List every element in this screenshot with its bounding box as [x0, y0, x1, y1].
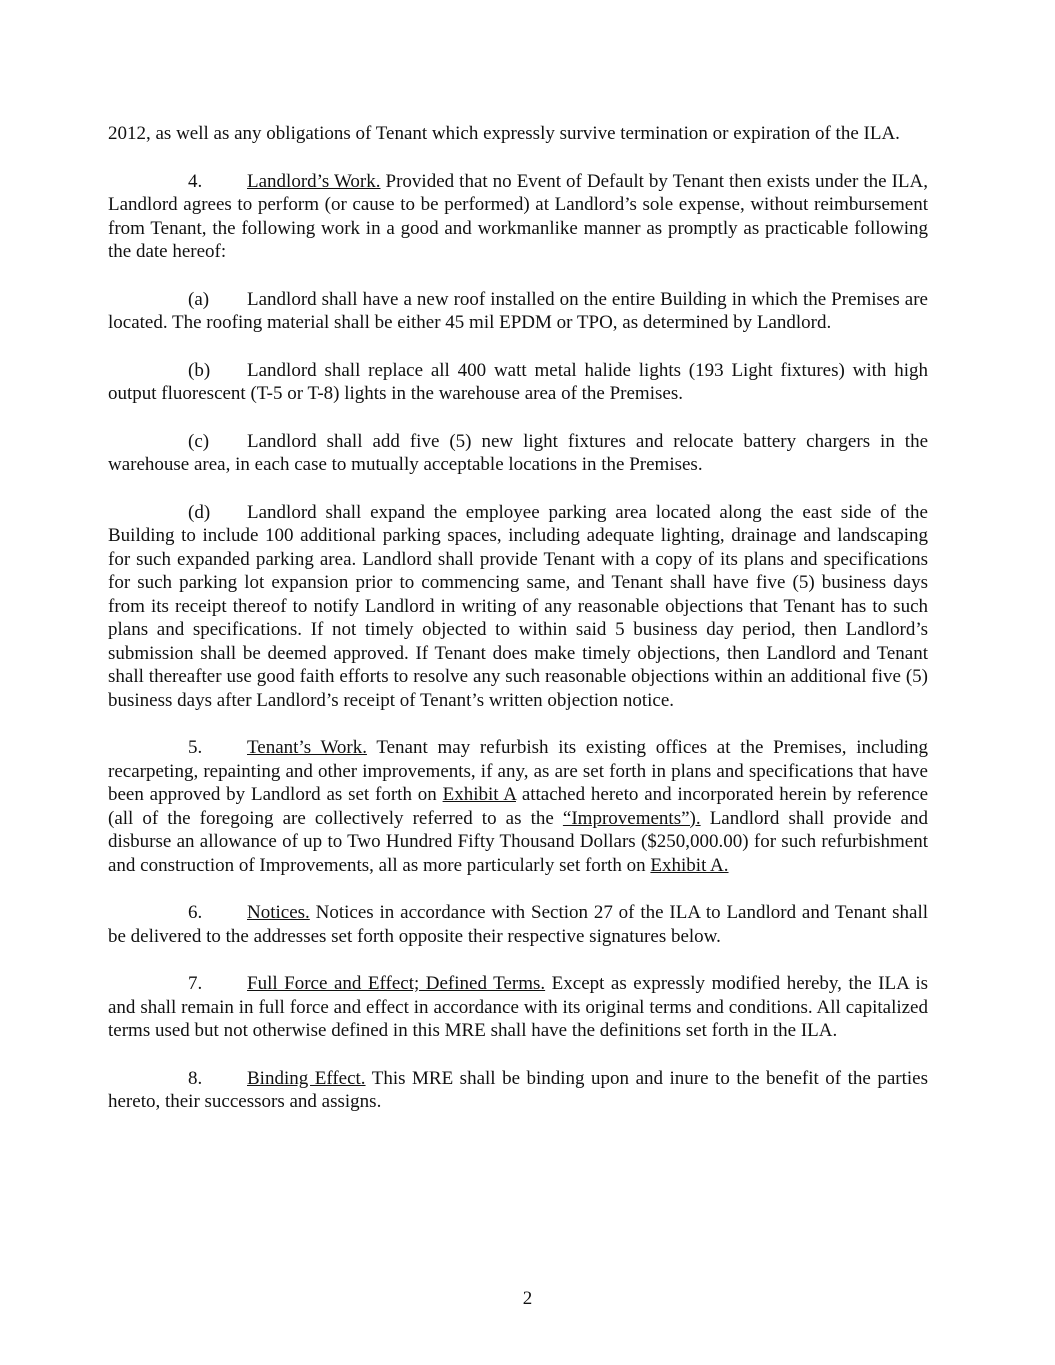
section-4a-paragraph: [108, 288, 928, 335]
section-8-paragraph: [108, 1067, 928, 1114]
section-4a-text: Landlord shall have a new roof installed on the entire Building in which the Premises are located. The roofing material shall be either 45 mil EPDM or TPO, as determined by Landlord.: [108, 288, 928, 333]
section-8-number: 8.: [188, 1067, 203, 1089]
section-5-text-2: attached hereto and incorporated herein by reference (all of the foregoing are collectively referred to as the: [108, 784, 929, 829]
section-7-heading: Full Force and Effect; Defined Terms.: [247, 973, 546, 994]
section-5-heading: Tenant’s Work.: [247, 737, 367, 758]
section-4d-label: (d): [188, 501, 211, 523]
section-4-heading: Landlord’s Work.: [247, 170, 381, 192]
section-7-paragraph: [108, 972, 928, 1043]
section-4b-text: Landlord shall replace all 400 watt metal halide lights (193 Light fixtures) with high output fluorescent (T-5 or T-8) lights in the warehouse area of the Premises.: [108, 359, 928, 404]
section-4c-label: (c): [188, 430, 210, 452]
section-7-text: Except as expressly modified hereby, the ILA is and shall remain in full force and effect in accordance with its original terms and conditions. All capitalized terms used but not otherwise defined in this MRE shall have the definitions set forth in the ILA.: [108, 973, 928, 1041]
page-number: 2: [522, 1288, 533, 1309]
section-4d-paragraph: [108, 501, 928, 713]
section-8-heading: Binding Effect.: [247, 1067, 366, 1089]
section-5-number: 5.: [188, 737, 203, 758]
section-4c-paragraph: [108, 430, 928, 477]
section-6-paragraph: [108, 901, 928, 948]
section-4-paragraph: [108, 170, 928, 264]
exhibit-a-reference-1: Exhibit A: [442, 784, 516, 805]
section-4b-paragraph: [108, 359, 928, 406]
section-4b-label: (b): [188, 359, 211, 381]
section-4-number: 4.: [188, 170, 203, 192]
section-4c-text: Landlord shall add five (5) new light fixtures and relocate battery chargers in the warehouse area, in each case to mutually acceptable locations in the Premises.: [108, 430, 928, 475]
improvements-defined-term: “Improvements”).: [562, 807, 701, 829]
document-page: [108, 122, 928, 1138]
section-8-text: This MRE shall be binding upon and inure to the benefit of the parties hereto, their successors and assigns.: [108, 1067, 928, 1112]
section-5-text-3: Landlord shall provide and disburse an allowance of up to Two Hundred Fifty Thousand Dollars ($250,000.00) for such refurbishment and construction of Improvements, all as more particularly set forth on: [108, 807, 928, 876]
section-7-number: 7.: [188, 973, 203, 994]
section-5-text-1: Tenant may refurbish its existing offices at the Premises, including recarpeting, repainting and other improvements, if any, as are set forth in plans and specifications that have been approved by Landlord as set forth on: [108, 737, 928, 805]
section-4-text: Provided that no Event of Default by Tenant then exists under the ILA, Landlord agrees to perform (or cause to be performed) at Landlord’s sole expense, without reimbursement from Tenant, the following work in a good and workmanlike manner as promptly as practicable following the date hereof:: [108, 170, 929, 262]
continued-paragraph: 2012, as well as any obligations of Tenant which expressly survive termination or expiration of the ILA.: [108, 123, 900, 144]
section-6-number: 6.: [188, 902, 203, 923]
section-6-heading: Notices.: [247, 902, 310, 923]
section-5-paragraph: [108, 736, 928, 877]
section-4a-label: (a): [188, 288, 210, 310]
section-4d-text: Landlord shall expand the employee parking area located along the east side of the Building to include 100 additional parking spaces, including adequate lighting, drainage and landscaping for such expanded parking area. Landlord shall provide Tenant with a copy of its plans and specifications for such parking lot expansion prior to commencing same, and Tenant shall have five (5) business days from its receipt thereof to notify Landlord in writing of any reasonable objections that Tenant has to such plans and specifications. If not timely objected to within said 5 business day period, then Landlord’s submission shall be deemed approved. If Tenant does make timely objections, then Landlord and Tenant shall thereafter use good faith efforts to resolve any such reasonable objections within an additional five (5) business days after Landlord’s receipt of Tenant’s written objection notice.: [108, 501, 928, 711]
exhibit-a-reference-2: Exhibit A.: [650, 854, 729, 876]
section-6-text: Notices in accordance with Section 27 of the ILA to Landlord and Tenant shall be delivered to the addresses set forth opposite their respective signatures below.: [108, 902, 929, 947]
